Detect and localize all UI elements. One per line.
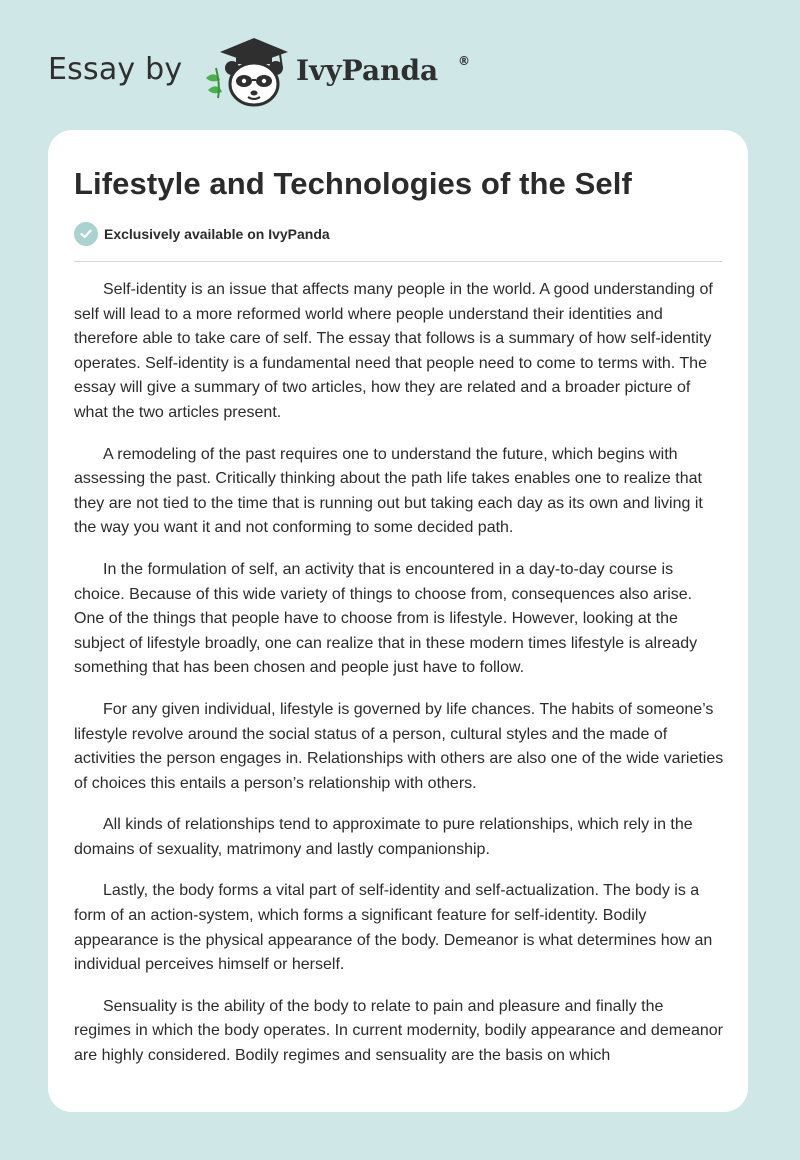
panda-graduate-icon <box>202 34 294 110</box>
check-circle-icon <box>74 222 98 246</box>
essay-card <box>48 130 748 1112</box>
paragraph: For any given individual, lifestyle is governed by life chances. The habits of someone’s lifestyle revolve around the social status of a person, cultural styles and the made of activities the person engages in. Relationships with others are also one of the wide varieties of choices this entails a person’s relationship with others. <box>74 700 724 792</box>
essay-body <box>74 278 724 1086</box>
paragraph: In the formulation of self, an activity that is encountered in a day-to-day course is choice. Because of this wide variety of things to choose from, consequences also arise. One of the things that people have to choose from is lifestyle. However, looking at the subject of lifestyle broadly, one can realize that in these modern times lifestyle is already something that has been chosen and people just have to follow. <box>74 560 698 677</box>
paragraph: A remodeling of the past requires one to understand the future, which begins with assessing the past. Critically thinking about the path life takes enables one to realize that they are not tied to the time that is running out but taking each day as its own and living it the way you want it and not conforming to some decided path. <box>74 445 703 537</box>
brand-header <box>48 34 528 110</box>
paragraph: Sensuality is the ability of the body to relate to pain and pleasure and finally the regimes in which the body operates. In current modernity, bodily appearance and demeanor are highly considered. Bodily regimes and sensuality are the basis on which <box>74 997 723 1065</box>
divider <box>74 261 722 262</box>
essay-title: Lifestyle and Technologies of the Self <box>74 166 632 201</box>
paragraph: Lastly, the body forms a vital part of self-identity and self-actualization. The body is a form of an action-system, which forms a significant feature for self-identity. Bodily appearance is the physical appearance of the body. Demeanor is what determines how an individual perceives himself or herself. <box>74 882 713 974</box>
paragraph: Self-identity is an issue that affects many people in the world. A good understanding of self will lead to a more reformed world where people understand their identities and therefore able to take care of self. The essay that follows is a summary of how self-identity operates. Self-identity is a fundamental need that people need to come to terms with. The essay will give a summary of two articles, how they are related and a broader picture of what the two articles present. <box>74 281 713 421</box>
brand-name: IvyPanda <box>296 54 439 87</box>
registered-mark: ® <box>458 54 470 68</box>
paragraph: All kinds of relationships tend to approximate to pure relationships, which rely in the domains of sexuality, matrimony and lastly companionship. <box>74 816 693 858</box>
exclusive-badge-text: Exclusively available on IvyPanda <box>104 226 330 242</box>
exclusive-badge <box>74 222 330 246</box>
essay-by-label: Essay by <box>48 52 183 87</box>
